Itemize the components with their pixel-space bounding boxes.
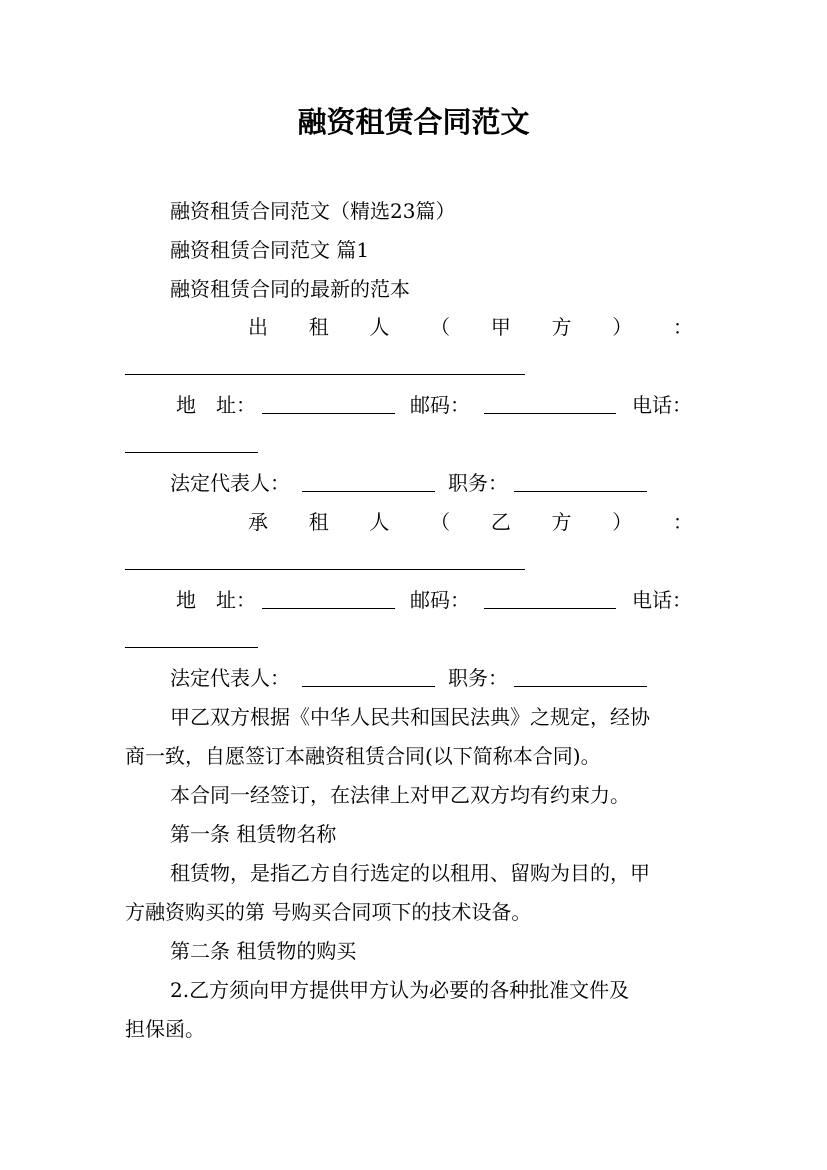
lessee-char: （ bbox=[430, 510, 451, 534]
lessor-zip-label: 邮码： bbox=[410, 393, 470, 417]
lessor-char: 出 bbox=[248, 315, 268, 339]
lessor-rep-blank[interactable] bbox=[302, 491, 435, 492]
lessor-duty-label: 职务： bbox=[448, 471, 508, 495]
lessor-char: ） bbox=[612, 315, 633, 339]
intro-line-2: 融资租赁合同范文 篇1 bbox=[170, 238, 370, 262]
lessor-char: 租 bbox=[308, 315, 329, 339]
lessor-char: 方 bbox=[551, 315, 572, 339]
lessor-label bbox=[248, 314, 693, 340]
lessee-address-label: 地 址： bbox=[176, 588, 256, 612]
paragraph-3-line-1: 租赁物，是指乙方自行选定的以租用、留购为目的，甲 bbox=[170, 861, 650, 885]
lessee-char: ： bbox=[672, 510, 693, 534]
lessor-address-label: 地 址： bbox=[176, 393, 256, 417]
article-1-heading: 第一条 租赁物名称 bbox=[170, 822, 337, 846]
lessee-char: ） bbox=[612, 510, 633, 534]
intro-line-1: 融资租赁合同范文（精选23篇） bbox=[170, 199, 456, 223]
paragraph-4-line-1: 2.乙方须向甲方提供甲方认为必要的各种批准文件及 bbox=[170, 978, 630, 1002]
lessee-phone-blank[interactable] bbox=[125, 647, 258, 648]
lessor-char: （ bbox=[430, 315, 451, 339]
paragraph-1-line-1: 甲乙双方根据《中华人民共和国民法典》之规定，经协 bbox=[170, 705, 650, 729]
lessee-rep-label: 法定代表人： bbox=[170, 666, 290, 690]
lessee-phone-label: 电话： bbox=[632, 588, 692, 612]
document-title: 融资租赁合同范文 bbox=[297, 105, 530, 139]
lessor-rep-label: 法定代表人： bbox=[170, 471, 290, 495]
lessee-address-blank[interactable] bbox=[262, 608, 395, 609]
lessor-char: 甲 bbox=[490, 315, 511, 339]
lessee-rep-blank[interactable] bbox=[302, 686, 435, 687]
lessee-zip-blank[interactable] bbox=[484, 608, 616, 609]
paragraph-4-line-2: 担保函。 bbox=[125, 1017, 205, 1041]
intro-line-3: 融资租赁合同的最新的范本 bbox=[170, 277, 410, 301]
lessee-char: 人 bbox=[369, 510, 390, 534]
lessor-phone-label: 电话： bbox=[632, 393, 692, 417]
lessor-name-blank[interactable] bbox=[125, 374, 525, 375]
lessee-char: 承 bbox=[248, 510, 268, 534]
paragraph-2: 本合同一经签订，在法律上对甲乙双方均有约束力。 bbox=[170, 783, 630, 807]
lessor-address-blank[interactable] bbox=[262, 413, 395, 414]
lessor-char: ： bbox=[672, 315, 693, 339]
lessor-char: 人 bbox=[369, 315, 390, 339]
lessee-char: 方 bbox=[551, 510, 572, 534]
lessee-duty-blank[interactable] bbox=[514, 686, 647, 687]
lessee-name-blank[interactable] bbox=[125, 569, 525, 570]
lessor-phone-blank[interactable] bbox=[125, 452, 258, 453]
paragraph-3-line-2: 方融资购买的第 号购买合同项下的技术设备。 bbox=[125, 900, 532, 924]
lessor-duty-blank[interactable] bbox=[514, 491, 647, 492]
paragraph-1-line-2: 商一致，自愿签订本融资租赁合同(以下简称本合同)。 bbox=[125, 744, 601, 768]
lessee-duty-label: 职务： bbox=[448, 666, 508, 690]
lessee-label bbox=[248, 509, 693, 535]
lessee-char: 乙 bbox=[490, 510, 511, 534]
article-2-heading: 第二条 租赁物的购买 bbox=[170, 939, 357, 963]
lessee-char: 租 bbox=[308, 510, 329, 534]
lessee-zip-label: 邮码： bbox=[410, 588, 470, 612]
lessor-zip-blank[interactable] bbox=[484, 413, 616, 414]
